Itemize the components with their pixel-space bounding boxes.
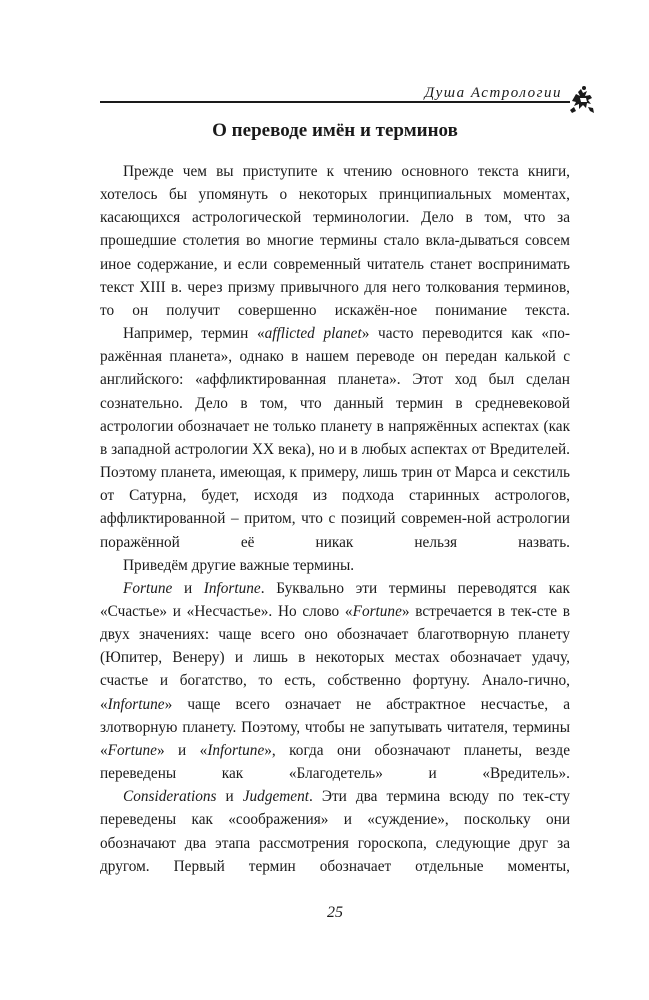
paragraph: Fortune и Infortune. Буквально эти термины переводятся как «Счастье» и «Несчастье». Но слово «Fortune» встречается в тек-сте в двух значениях: чаще всего оно обозначает благотворную планету (Юпитер, Венеру) и лишь в некоторых местах обозначает удачу, счастье и богатство, то есть, собственно фортуну. Анало-гично, «Infortune» чаще всего означает не абстрактное несчастье, а злотворную планету. Поэтому, чтобы не запутывать читателя, термины «Fortune» и «Infortune», когда они обозначают планеты, везде переведены как «Благодетель» и «Вредитель». xyxy=(100,579,571,783)
paragraph: Приведём другие важные термины. xyxy=(123,556,355,574)
paragraph: Considerations и Judgement. Эти два термина всюду по тек-сту переведены как «соображения» и «суждение», поскольку они обозначают два этапа рассмотрения гороскопа, следующие друг за другом. Первый термин обозначает отдельные моменты, xyxy=(100,788,571,875)
running-header-title: Душа Астрологии xyxy=(424,85,562,101)
running-header xyxy=(100,84,570,104)
horse-rider-emblem-icon xyxy=(566,84,600,118)
paragraph: Например, термин «afflicted planet» часто переводится как «по-ражённая планета», однако в нашем переводе он передан калькой с английского: «аффликтированная планета». Этот ход был сделан сознательно. Дело в том, что данный термин в средневековой астрологии обозначает не только планету в напряжённых аспектах (как в западной астрологии XX века), но и в любых аспектах от Вредителей. Поэтому планета, имеющая, к примеру, лишь трин от Марса и секстиль от Сатурна, будет, исходя из подхода старинных астрологов, аффликтированной – притом, что с позиций современ-ной астрологии поражённой её никак нельзя назвать. xyxy=(100,325,571,551)
body-text xyxy=(100,160,570,878)
paragraph: Прежде чем вы приступите к чтению основного текста книги, хотелось бы упомянуть о некоторых принципиальных моментах, касающихся астрологической терминологии. Дело в том, что за прошедшие столетия во многие термины стало вкла-дываться совсем иное содержание, и если современный читатель станет воспринимать текст XIII в. через призму привычного для него толкования терминов, то он получит совершенно искажён-ное понимание текста. xyxy=(100,163,571,319)
page-number: 25 xyxy=(327,904,343,921)
chapter-title: О переводе имён и терминов xyxy=(212,120,458,141)
header-rule xyxy=(100,101,570,103)
